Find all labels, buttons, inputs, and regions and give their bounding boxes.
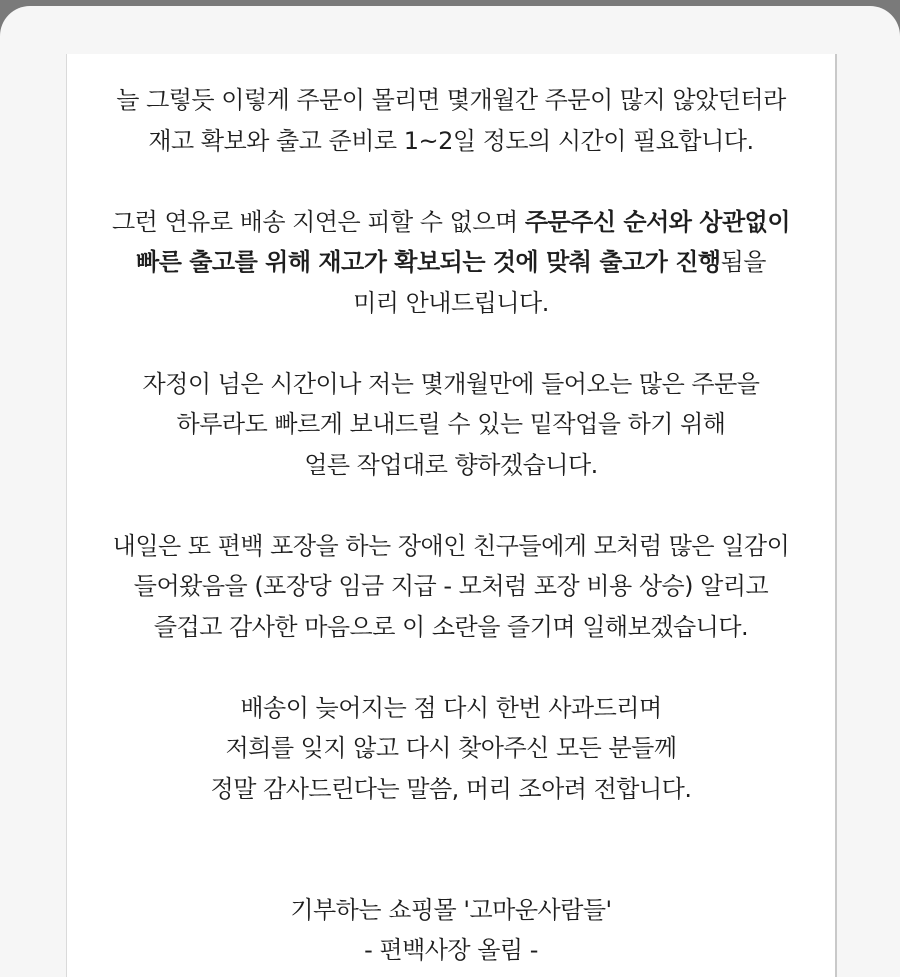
text-line: 자정이 넘은 시간이나 저는 몇개월만에 들어오는 많은 주문을: [142, 369, 760, 398]
text-line: 정말 감사드린다는 말씀, 머리 조아려 전합니다.: [210, 774, 692, 803]
text-line: 배송이 늦어지는 점 다시 한번 사과드리며: [240, 693, 662, 722]
bold-text-segment: 빠른 출고를 위해 재고가 확보되는 것에 맞춰 출고가 진행: [136, 248, 721, 276]
text-line: [67, 202, 835, 243]
text-line: 얼른 작업대로 향하겠습니다.: [304, 450, 598, 479]
paragraph-stock-preparation: [67, 80, 835, 161]
text-line: 늘 그렇듯 이렇게 주문이 몰리면 몇개월간 주문이 많지 않았던터라: [116, 86, 786, 114]
paragraph-apology: [67, 688, 835, 810]
text-segment: 그런 연유로 배송 지연은 피할 수 없으며: [111, 207, 525, 236]
notice-image: [66, 54, 837, 977]
text-segment: 됨을: [720, 248, 766, 276]
paragraph-packaging-work: [67, 526, 835, 648]
text-line: 들어왔음을 (포장당 임금 지급 - 모처럼 포장 비용 상승) 알리고: [133, 572, 769, 600]
paragraph-shipping-delay: [67, 202, 835, 324]
app-sheet: [0, 6, 900, 977]
signature-block: [67, 890, 835, 971]
text-line: 미리 안내드립니다.: [353, 288, 549, 317]
text-line: 재고 확보와 출고 준비로 1~2일 정도의 시간이 필요합니다.: [148, 126, 754, 155]
shop-name: 기부하는 쇼핑몰 '고마운사람들': [290, 895, 612, 924]
text-line: 즐겁고 감사한 마음으로 이 소란을 즐기며 일해보겠습니다.: [153, 612, 749, 641]
author-signoff: - 편백사장 올림 -: [364, 936, 538, 964]
spacer: [67, 850, 835, 890]
text-line: 내일은 또 편백 포장을 하는 장애인 친구들에게 모처럼 많은 일감이: [112, 531, 790, 560]
text-line: 저희를 잊지 않고 다시 찾아주신 모든 분들께: [225, 734, 677, 762]
bold-text-segment: 주문주신 순서와 상관없이: [524, 207, 791, 236]
notice-text-block: [67, 80, 835, 977]
text-line: 하루라도 빠르게 보내드릴 수 있는 밑작업을 하기 위해: [176, 410, 726, 438]
paragraph-night-work: [67, 364, 835, 486]
text-line: [67, 242, 835, 283]
